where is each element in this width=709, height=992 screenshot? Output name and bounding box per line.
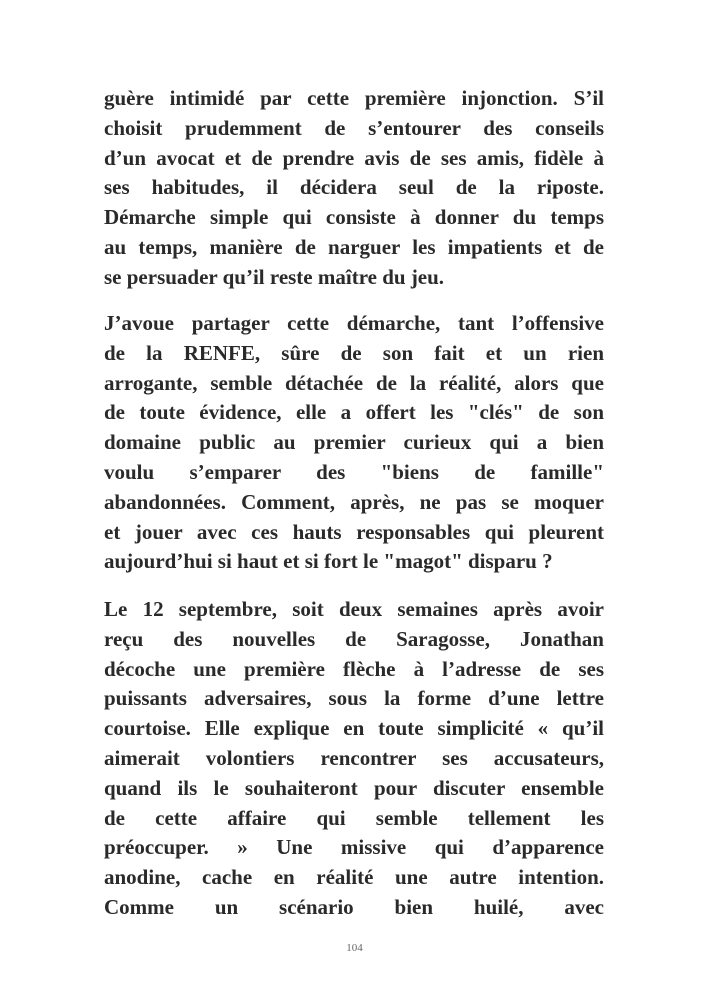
text-line: Comme un scénario bien huilé, avec xyxy=(104,894,604,919)
text-line: courtoise. Elle explique en toute simplicité « qu’il xyxy=(104,716,604,741)
text-line: ses habitudes, il décidera seul de la riposte. xyxy=(104,175,604,200)
paragraph xyxy=(104,309,604,577)
text-line: aimerait volontiers rencontrer ses accusateurs, xyxy=(104,745,604,770)
text-line: guère intimidé par cette première injonction. S’il xyxy=(104,86,604,110)
text-line: reçu des nouvelles de Saragosse, Jonathan xyxy=(104,626,604,651)
text-line: de la RENFE, sûre de son fait et un rien xyxy=(104,340,604,365)
text-line: de toute évidence, elle a offert les "clés" de son xyxy=(104,400,604,425)
text-line: de cette affaire qui semble tellement les xyxy=(104,805,604,830)
text-line: Le 12 septembre, soit deux semaines après avoir xyxy=(104,597,604,621)
text-line: se persuader qu’il reste maître du jeu. xyxy=(104,264,445,289)
text-line: anodine, cache en réalité une autre intention. xyxy=(104,865,604,890)
text-line: aujourd’hui si haut et si fort le "magot" disparu ? xyxy=(104,549,553,574)
text-line: puissants adversaires, sous la forme d’une lettre xyxy=(104,686,604,711)
text-line: arrogante, semble détachée de la réalité, alors que xyxy=(104,370,604,395)
text-line: préoccuper. » Une missive qui d’apparence xyxy=(104,835,604,860)
text-line: choisit prudemment de s’entourer des conseils xyxy=(104,115,604,140)
page-number: 104 xyxy=(346,942,363,954)
text-line: J’avoue partager cette démarche, tant l’offensive xyxy=(104,311,604,335)
text-line: quand ils le souhaiteront pour discuter ensemble xyxy=(104,775,604,800)
text-line: décoche une première flèche à l’adresse de ses xyxy=(104,656,604,681)
paragraph xyxy=(104,84,604,293)
text-line: Démarche simple qui consiste à donner du temps xyxy=(104,205,604,230)
text-line: voulu s’emparer des "biens de famille" xyxy=(104,459,604,484)
text-line: abandonnées. Comment, après, ne pas se moquer xyxy=(104,489,604,514)
text-line: d’un avocat et de prendre avis de ses amis, fidèle à xyxy=(104,145,604,170)
paragraph xyxy=(104,595,604,923)
text-line: et jouer avec ces hauts responsables qui pleurent xyxy=(104,519,604,544)
text-line: au temps, manière de narguer les impatients et de xyxy=(104,234,604,259)
text-line: domaine public au premier curieux qui a bien xyxy=(104,430,604,455)
